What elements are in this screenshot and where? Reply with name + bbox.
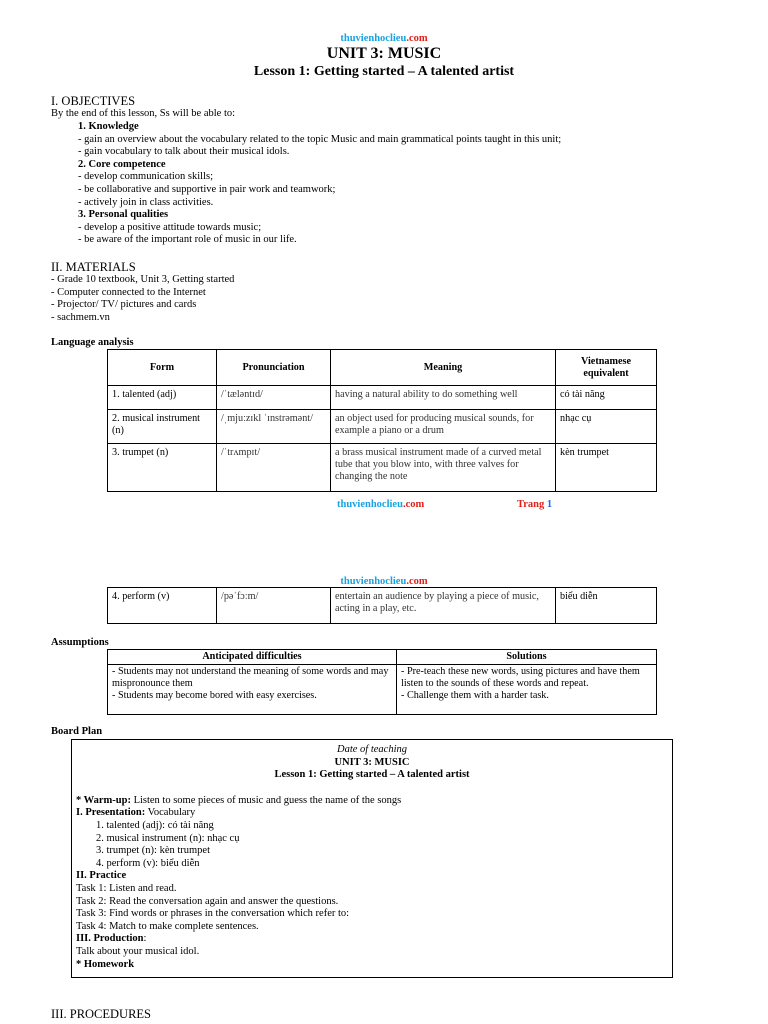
materials-item: - Computer connected to the Internet — [51, 286, 206, 298]
date-of-teaching: Date of teaching — [337, 744, 407, 755]
materials-heading: II. MATERIALS — [51, 260, 136, 274]
table-row — [108, 588, 657, 624]
vietnamese-cell: biểu diễn — [556, 588, 657, 624]
difficulty-item: - Students may become bored with easy exercises. — [112, 690, 317, 701]
table-header-row — [108, 650, 657, 665]
knowledge-item: - gain an overview about the vocabulary related to the topic Music and main grammatical points taught in this unit; — [78, 133, 562, 145]
knowledge-item: - gain vocabulary to talk about their musical idols. — [78, 146, 290, 158]
meaning-cell: having a natural ability to do something well — [331, 386, 556, 410]
solution-item: - Pre-teach these new words, using pictures and have them listen to the sounds of these words and repeat. — [401, 666, 640, 689]
column-header: Pronunciation — [217, 350, 331, 386]
form-cell: 3. trumpet (n) — [108, 444, 217, 492]
meaning-cell: a brass musical instrument made of a curved metal tube that you blow into, with three valves for changing the note — [331, 444, 556, 492]
column-header: Meaning — [331, 350, 556, 386]
production-label: III. Production — [76, 933, 144, 945]
site-watermark-footer — [337, 499, 424, 510]
procedures-heading: III. PROCEDURES — [51, 1007, 152, 1021]
site-domain: .com — [406, 33, 428, 44]
difficulty-item: - Students may not understand the meaning of some words and may mispronounce them — [112, 666, 389, 689]
objectives-intro: By the end of this lesson, Ss will be able to: — [51, 108, 236, 119]
pronunciation-cell: /ˌmjuːzɪkl ˈɪnstrəmənt/ — [217, 410, 331, 444]
assumptions-heading: Assumptions — [51, 637, 109, 648]
site-watermark-top — [0, 33, 768, 44]
production-colon: : — [143, 933, 147, 945]
language-table — [107, 349, 657, 492]
solution-item: - Challenge them with a harder task. — [401, 690, 549, 701]
vietnamese-cell: kèn trumpet — [556, 444, 657, 492]
assumptions-table — [107, 649, 657, 715]
objectives-heading: I. OBJECTIVES — [51, 94, 136, 108]
board-body — [76, 795, 672, 971]
column-header: Solutions — [397, 650, 657, 665]
homework-label: * Homework — [76, 958, 135, 970]
pronunciation-cell: /ˈtrʌmpɪt/ — [217, 444, 331, 492]
vocab-item: 2. musical instrument (n): nhạc cụ — [96, 832, 240, 844]
board-plan-box — [71, 739, 673, 978]
column-header: Vietnamese equivalent — [556, 350, 657, 386]
unit-title — [0, 45, 768, 63]
site-name: thuvienhoclieu — [337, 499, 403, 510]
competence-item: - actively join in class activities. — [78, 196, 214, 208]
warmup-line — [76, 795, 672, 808]
production-text: Talk about your musical idol. — [76, 945, 200, 957]
board-plan-heading: Board Plan — [51, 726, 103, 737]
materials-item: - Grade 10 textbook, Unit 3, Getting started — [51, 274, 235, 285]
task-item: Task 4: Match to make complete sentences. — [76, 920, 259, 932]
table-row — [108, 410, 657, 444]
table-row — [108, 444, 657, 492]
unit-heading: UNIT 3: MUSIC — [326, 45, 442, 62]
production-line — [76, 933, 672, 946]
page-value: 1 — [546, 499, 553, 510]
vocab-item: 3. trumpet (n): kèn trumpet — [96, 845, 211, 857]
lesson-title — [0, 64, 768, 80]
site-name: thuvienhoclieu — [340, 576, 407, 587]
competence-item: - be collaborative and supportive in pair work and teamwork; — [78, 183, 336, 195]
site-domain: .com — [402, 499, 425, 510]
lesson-heading: Lesson 1: Getting started – A talented artist — [253, 64, 515, 79]
table-row — [108, 665, 657, 715]
objectives-list — [78, 121, 698, 247]
site-watermark-page2 — [0, 576, 768, 587]
qualities-item: - be aware of the important role of music in our life. — [78, 234, 297, 246]
warmup-label: * Warm-up: — [76, 794, 131, 806]
form-cell: 4. perform (v) — [108, 588, 217, 624]
form-cell: 1. talented (adj) — [108, 386, 217, 410]
column-header: Form — [108, 350, 217, 386]
table-header-row — [108, 350, 657, 386]
solutions-cell — [397, 665, 657, 715]
form-cell: 2. musical instrument (n) — [108, 410, 217, 444]
vocab-item: 4. perform (v): biểu diễn — [96, 857, 200, 869]
task-item: Task 1: Listen and read. — [76, 882, 177, 894]
materials-item: - Projector/ TV/ pictures and cards — [51, 299, 197, 311]
board-unit: UNIT 3: MUSIC — [334, 756, 410, 768]
task-item: Task 2: Read the conversation again and answer the questions. — [76, 895, 339, 907]
knowledge-heading: 1. Knowledge — [78, 121, 139, 132]
materials-item: - sachmem.vn — [51, 311, 110, 323]
competence-heading: 2. Core competence — [78, 158, 166, 170]
language-table-continued — [107, 587, 657, 624]
site-name: thuvienhoclieu — [340, 33, 407, 44]
task-item: Task 3: Find words or phrases in the conversation which refer to: — [76, 908, 350, 920]
vietnamese-cell: nhạc cụ — [556, 410, 657, 444]
meaning-cell: entertain an audience by playing a piece of music, acting in a play, etc. — [331, 588, 556, 624]
meaning-cell: an object used for producing musical sounds, for example a piano or a drum — [331, 410, 556, 444]
warmup-text: Listen to some pieces of music and guess the name of the songs — [130, 794, 402, 806]
presentation-label: I. Presentation: — [76, 807, 146, 819]
column-header: Anticipated difficulties — [108, 650, 397, 665]
table-row — [108, 386, 657, 410]
qualities-heading: 3. Personal qualities — [78, 209, 169, 221]
vietnamese-cell: có tài năng — [556, 386, 657, 410]
qualities-item: - develop a positive attitude towards music; — [78, 221, 262, 233]
materials-list — [51, 274, 234, 324]
difficulties-cell — [108, 665, 397, 715]
pronunciation-cell: /ˈtæləntɪd/ — [217, 386, 331, 410]
presentation-text: Vocabulary — [145, 807, 196, 819]
language-analysis-heading: Language analysis — [51, 337, 134, 348]
competence-item: - develop communication skills; — [78, 171, 214, 183]
page-number — [517, 499, 552, 510]
board-header — [72, 744, 672, 782]
site-domain: .com — [406, 576, 428, 587]
presentation-line — [76, 807, 672, 820]
vocab-item: 1. talented (adj): có tài năng — [96, 819, 214, 831]
board-lesson: Lesson 1: Getting started – A talented artist — [274, 769, 470, 781]
page-label: Trang — [517, 499, 545, 510]
practice-label: II. Practice — [76, 870, 127, 882]
pronunciation-cell: /pəˈfɔːm/ — [217, 588, 331, 624]
vocab-list — [76, 820, 672, 870]
